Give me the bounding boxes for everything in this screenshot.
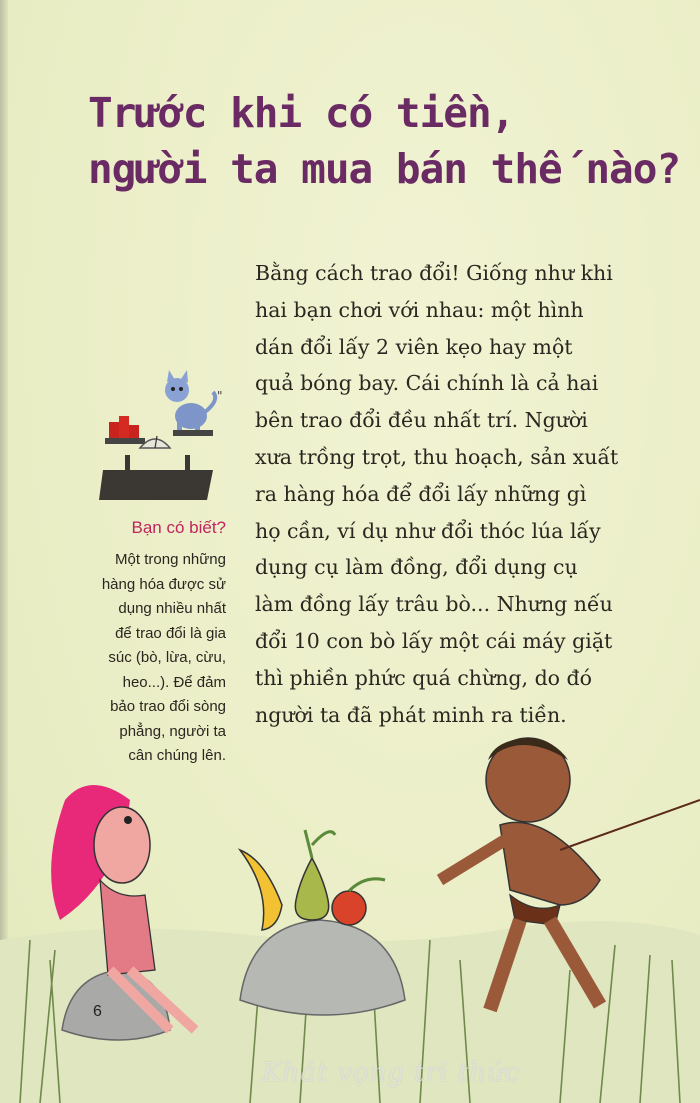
svg-text:": " [217, 389, 223, 403]
body-line: quả bóng bay. Cái chính là cả hai [255, 371, 599, 396]
body-line: Bằng cách trao đổi! Giống như khi [255, 261, 613, 285]
page-title [88, 85, 698, 197]
title-line: người ta mua bán thế nào? [88, 145, 681, 193]
body-line: người ta đã phát minh ra tiền. [255, 702, 567, 727]
body-line: dụng cụ làm đồng, đổi dụng cụ [255, 555, 578, 580]
body-line: dán đổi lấy 2 viên kẹo hay một [255, 334, 573, 359]
body-text [255, 255, 675, 733]
large-rock [240, 920, 405, 1015]
scale-cat-illustration [95, 370, 235, 505]
watermark-text: Khát vọng tri thức [262, 1058, 521, 1088]
title-line: Trước khi có tiền, [88, 89, 515, 137]
left-pan [105, 438, 145, 444]
sidebar-line: súc (bò, lừa, cừu, [108, 649, 226, 666]
sidebar-line: để trao đổi là gia [115, 624, 226, 642]
sidebar-line: heo...). Để đảm [122, 673, 226, 691]
sidebar-line: bảo trao đổi sòng [110, 698, 226, 715]
body-line: đổi 10 con bò lấy một cái máy giặt [255, 628, 613, 653]
body-line: hai bạn chơi với nhau: một hình [255, 297, 584, 322]
body-line: bên trao đổi đều nhất trí. Người [255, 408, 588, 433]
body-line: làm đồng lấy trâu bò... Nhưng nếu [255, 592, 613, 617]
page-number: 6 [93, 1003, 102, 1020]
body-line: xưa trồng trọt, thu hoạch, sản xuất [255, 444, 619, 469]
red-weight [109, 422, 119, 438]
sidebar-line: dụng nhiều nhất [118, 600, 226, 617]
body-line: họ cần, ví dụ như đổi thóc lúa lấy [255, 518, 601, 543]
pear-icon [295, 858, 328, 920]
banana-icon [240, 850, 282, 930]
body-line: ra hàng hóa để đổi lấy những gì [255, 481, 587, 506]
body-line: thì phiền phức quá chừng, do đó [255, 665, 593, 690]
sidebar-line: phẳng, người ta [119, 722, 226, 740]
sidebar-line: hàng hóa được sử [101, 575, 226, 593]
scale-base [99, 470, 213, 500]
barter-scene-illustration [0, 730, 700, 1103]
sidebar-line: cân chúng lên. [128, 747, 226, 764]
apple-icon [332, 891, 366, 925]
sidebar-heading: Bạn có biết? [131, 518, 226, 537]
cat-icon [165, 370, 215, 430]
sidebar-line: Một trong những [115, 551, 226, 568]
right-pan [173, 430, 213, 436]
